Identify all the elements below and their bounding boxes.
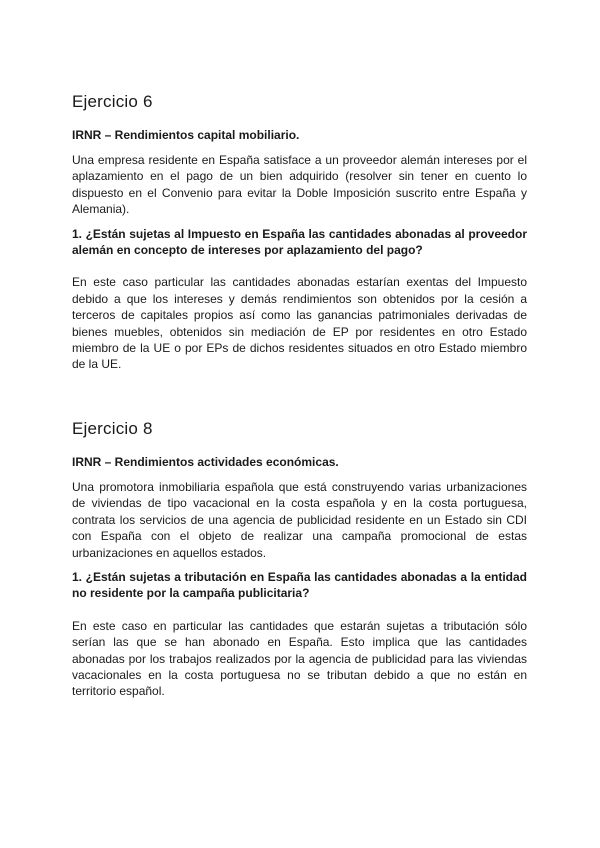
exercise-8-statement: Una promotora inmobiliaria española que está construyendo varias urbanizaciones de viviendas de tipo vacacional en la costa española y en la costa portuguesa, contrata los servicios de una agencia de publicidad residente en un Estado sin CDI con España con el objeto de realizar una campaña promocional de estas urbanizaciones en aquellos estados. <box>72 480 527 560</box>
exercise-6-title: Ejercicio 6 <box>72 92 153 111</box>
exercise-8-answer: En este caso en particular las cantidades que estarán sujetas a tributación sólo serían las que se han abonado en España. Esto implica que las cantidades abonadas por los trabajos realizados por la agencia de publicidad para las viviendas vacacionales en la costa portuguesa no se tributan debido a que no están en territorio español. <box>72 618 527 699</box>
exercise-6-subtitle: IRNR – Rendimientos capital mobiliario. <box>72 128 300 142</box>
exercise-8-title: Ejercicio 8 <box>72 419 153 438</box>
exercise-8-subtitle: IRNR – Rendimientos actividades económicas. <box>72 455 339 469</box>
exercise-6-answer: En este caso particular las cantidades abonadas estarían exentas del Impuesto debido a que los intereses y demás rendimientos son obtenidos por la cesión a terceros de capitales propios así como las ganancias patrimoniales derivadas de bienes muebles, obtenidos sin mediación de EP por residentes en otro Estado miembro de la UE o por EPs de dichos residentes situados en otro Estado miembro de la UE. <box>72 275 527 372</box>
exercise-6-question: 1. ¿Están sujetas al Impuesto en España las cantidades abonadas al proveedor alemán en concepto de intereses por aplazamiento del pago? <box>72 226 527 258</box>
exercise-6-statement: Una empresa residente en España satisface a un proveedor alemán intereses por el aplazamiento en el pago de un bien adquirido (resolver sin tener en cuento lo dispuesto en el Convenio para evitar la Doble Imposición suscrito entre España y Alemania). <box>72 153 527 217</box>
exercise-8-section <box>72 419 527 700</box>
exercise-6-section <box>72 92 527 373</box>
exercise-8-question: 1. ¿Están sujetas a tributación en España las cantidades abonadas a la entidad no residente por la campaña publicitaria? <box>72 570 527 601</box>
